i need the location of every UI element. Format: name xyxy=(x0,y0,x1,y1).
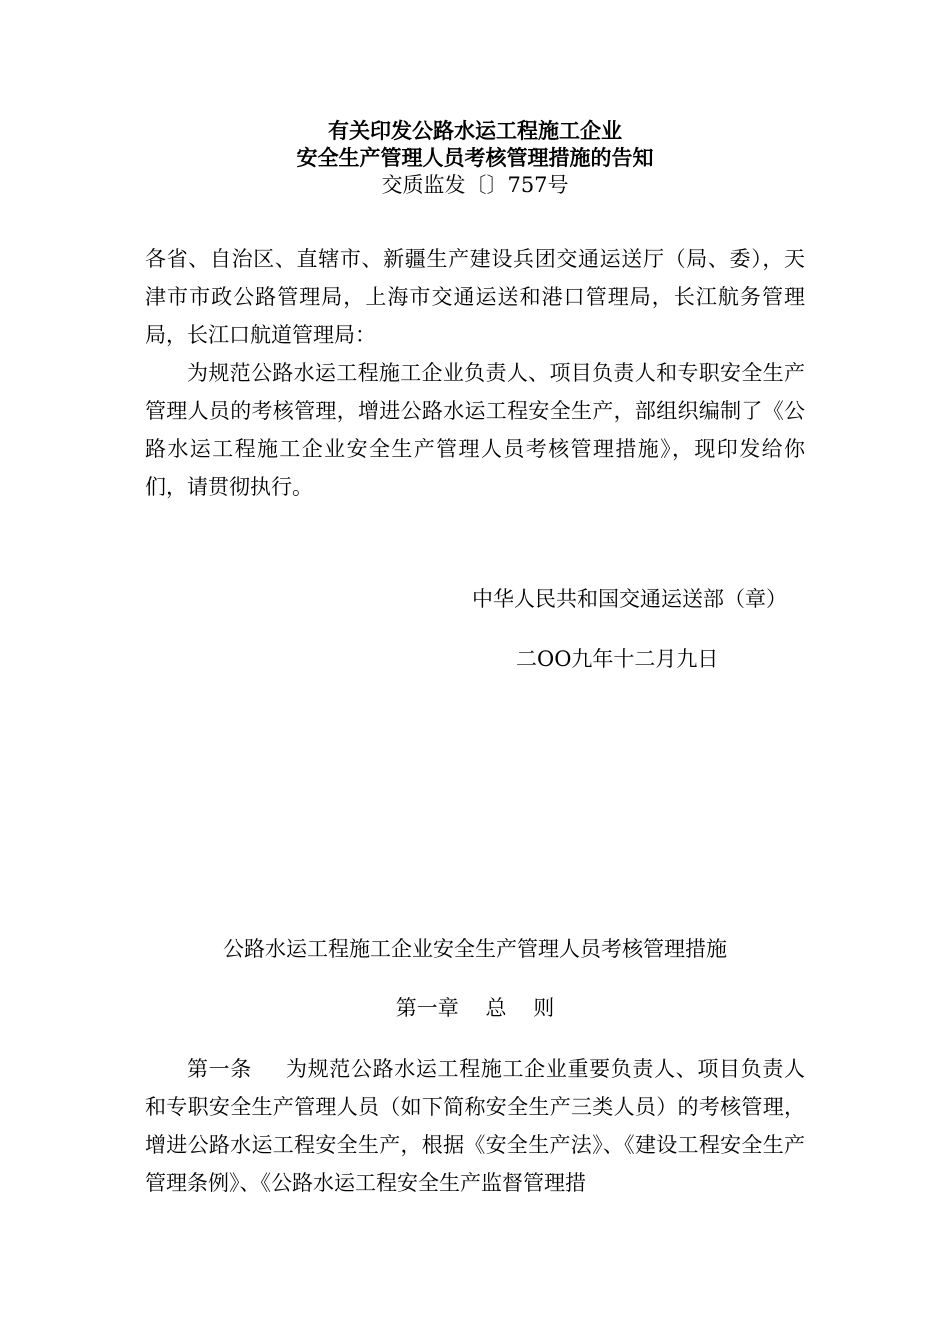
chapter-1-title: 第一章 总 则 xyxy=(395,996,555,1020)
issue-date: 二OO九年十二月九日 xyxy=(516,647,719,671)
notice-title-block xyxy=(0,118,950,199)
notice-title-line-1: 有关印发公路水运工程施工企业 xyxy=(328,119,622,143)
measures-title: 公路水运工程施工企业安全生产管理人员考核管理措施 xyxy=(223,937,727,961)
document-number: 交质监发〔〕757号 xyxy=(381,173,569,197)
article-1-text: 为规范公路水运工程施工企业重要负责人、项目负责人和专职安全生产管理人员（如下简称安全生产三类人员）的考核管理，增进公路水运工程安全生产，根据《安全生产法》、《建设工程安全生产管理条例》、《公路水运工程安全生产监督管理措 xyxy=(145,1057,806,1195)
article-1-label: 第一条 xyxy=(187,1057,252,1081)
notice-body-paragraph xyxy=(145,354,805,506)
notice-title-line-2: 安全生产管理人员考核管理措施的告知 xyxy=(296,146,654,170)
notice-body-text: 为规范公路水运工程施工企业负责人、项目负责人和专职安全生产管理人员的考核管理，增进公路水运工程安全生产，部组织编制了《公路水运工程施工企业安全生产管理人员考核管理措施》，现印发给你们，请贯彻执行。 xyxy=(145,361,805,499)
issuer-signature: 中华人民共和国交通运送部（章） xyxy=(472,587,787,611)
article-1 xyxy=(145,1050,805,1202)
article-1-paragraph xyxy=(145,1050,805,1202)
addressee-paragraph xyxy=(145,240,805,354)
addressee-text: 各省、自治区、直辖市、新疆生产建设兵团交通运送厅（局、委），天津市市政公路管理局，上海市交通运送和港口管理局，长江航务管理局，长江口航道管理局： xyxy=(145,247,805,347)
